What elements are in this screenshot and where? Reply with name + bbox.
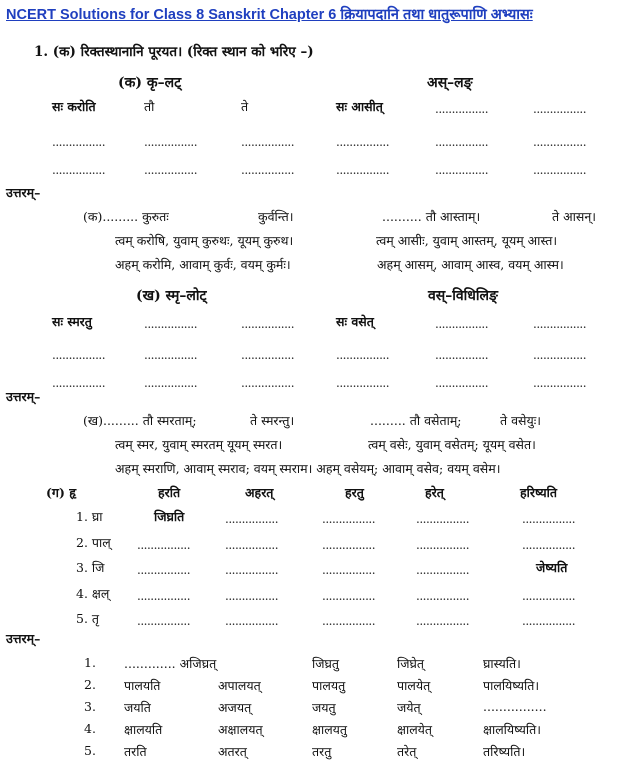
blank[interactable]: ................ — [435, 135, 489, 149]
ga-answer-cell: अजयत् — [218, 700, 252, 715]
blank[interactable]: ................ — [144, 163, 198, 177]
blank[interactable]: ................ — [225, 614, 279, 628]
blank[interactable]: ................ — [533, 102, 587, 116]
ans-kha-l2b: त्वम् वसेः, युवाम् वसेतम्; यूयम् वसेत। — [368, 437, 536, 452]
blank[interactable]: ................ — [336, 163, 390, 177]
ga-answer-cell: अक्षालयत् — [218, 722, 263, 737]
blank[interactable]: ................ — [522, 588, 576, 603]
blank[interactable]: ................ — [533, 376, 587, 390]
ans-ka-l1a: (क)......... कुरुतः — [83, 209, 169, 224]
ga-answer-cell: जिघ्रेत् — [397, 656, 425, 671]
ga-header-3: हरतु — [345, 485, 364, 500]
ga-answer-cell: ................ — [483, 699, 547, 714]
ga-answer-cell: घ्रास्यति। — [483, 656, 521, 671]
blank[interactable]: ................ — [144, 135, 198, 149]
ga-answer-cell: तरति — [124, 744, 147, 759]
blank[interactable]: ................ — [416, 563, 470, 577]
ga-answer-cell: क्षालयति — [124, 722, 163, 737]
ans-ka-l3b: अहम् आसम्, आवाम् आस्व, वयम् आस्म। — [377, 257, 564, 272]
ga-header-4: हरेत् — [425, 485, 444, 500]
ga-answer-cell: क्षालयिष्यति। — [483, 722, 541, 737]
ga-answer-cell: जयेत् — [397, 700, 421, 715]
blank[interactable]: ................ — [137, 588, 191, 603]
ans-kha-l1a: (ख)......... तौ स्मरताम्; — [83, 413, 197, 428]
blank[interactable]: ................ — [416, 512, 470, 526]
vas-heading: वस्–विधिलिङ् — [428, 288, 498, 304]
ga-answer-cell: क्षालयतु — [312, 722, 348, 737]
ans-ka-l1c: .......... तौ आस्ताम्। — [382, 209, 481, 224]
ga-row-label: 2. पाल् — [76, 534, 111, 550]
blank[interactable]: ................ — [137, 563, 191, 577]
ga-answer-cell: जयतु — [312, 700, 336, 715]
ga-answer-cell: ............. अजिघ्रत् — [124, 656, 217, 671]
ga-answer-cell: पालयिष्यति। — [483, 678, 540, 693]
ga-answer-cell: जयति — [124, 700, 151, 715]
ga-answer-cell: पालयेत् — [397, 678, 431, 693]
kha-row1-col1: सः स्मरतु — [52, 314, 92, 329]
blank[interactable]: ................ — [336, 348, 390, 362]
blank[interactable]: ................ — [522, 537, 576, 552]
blank[interactable]: ................ — [435, 317, 489, 331]
blank[interactable]: ................ — [241, 135, 295, 149]
ga-answer-cell: 4. — [84, 721, 96, 736]
as-row1-col1: सः आसीत् — [336, 99, 383, 114]
page-title[interactable]: NCERT Solutions for Class 8 Sanskrit Chapter 6 क्रियापदानि तथा धातुरूपाणि अभ्यासः — [6, 7, 533, 23]
answer-label: उत्तरम्– — [6, 389, 41, 404]
blank[interactable]: ................ — [144, 348, 198, 362]
ga-row-label: 3. जि — [76, 560, 105, 575]
ans-ka-l1d: ते आसन्। — [552, 209, 596, 224]
ga-answer-cell: तरेत् — [397, 744, 417, 759]
ka-row1-col1: सः करोति — [52, 99, 96, 114]
ans-ka-l2b: त्वम् आसीः, युवाम् आस्तम्, यूयम् आस्त। — [376, 233, 558, 248]
blank[interactable]: ................ — [336, 376, 390, 390]
ga-answer-cell: पालयतु — [312, 678, 346, 693]
as-heading: अस्–लङ् — [427, 75, 473, 91]
ga-row-label: 5. तृ — [76, 611, 100, 626]
blank[interactable]: ................ — [52, 135, 106, 149]
blank[interactable]: ................ — [225, 512, 279, 526]
ga-header-1: हरति — [158, 485, 181, 500]
blank[interactable]: ................ — [144, 317, 198, 331]
blank[interactable]: ................ — [144, 376, 198, 390]
blank[interactable]: ................ — [322, 563, 376, 577]
blank[interactable]: ................ — [416, 614, 470, 628]
blank[interactable]: ................ — [435, 348, 489, 362]
ga-answer-cell: 1. — [84, 655, 96, 670]
blank[interactable]: ................ — [533, 348, 587, 362]
ans-kha-l2a: त्वम् स्मर, युवाम् स्मरतम् यूयम् स्मरत। — [115, 437, 283, 452]
blank[interactable]: ................ — [533, 135, 587, 149]
ga-answer-cell: 3. — [84, 699, 96, 714]
blank[interactable]: ................ — [241, 348, 295, 362]
answer-label: उत्तरम्– — [6, 631, 41, 646]
blank[interactable]: ................ — [416, 588, 470, 603]
blank[interactable]: ................ — [522, 512, 576, 526]
blank[interactable]: ................ — [322, 588, 376, 603]
ga-given-value: जिघ्रति — [154, 509, 185, 524]
blank[interactable]: ................ — [435, 163, 489, 177]
ga-header-5: हरिष्यति — [520, 485, 558, 500]
ans-ka-l2a: त्वम् करोषि, युवाम् कुरुथः, यूयम् कुरुथ। — [115, 233, 294, 248]
vas-row1-col1: सः वसेत् — [336, 314, 374, 329]
blank[interactable]: ................ — [435, 376, 489, 390]
blank[interactable]: ................ — [322, 537, 376, 552]
blank[interactable]: ................ — [533, 163, 587, 177]
blank[interactable]: ................ — [435, 102, 489, 116]
question-prompt: 1. (क) रिक्तस्थानानि पूरयत। (रिक्त स्थान को भरिए –) — [34, 44, 314, 60]
ga-answer-cell: जिघ्रतु — [312, 656, 340, 671]
kha-heading: (ख) स्मृ–लोट् — [136, 288, 207, 304]
ka-row1-col2: तौ — [144, 99, 155, 114]
blank[interactable]: ................ — [241, 376, 295, 390]
blank[interactable]: ................ — [241, 163, 295, 177]
blank[interactable]: ................ — [137, 614, 191, 628]
ga-row-label: 1. घ्रा — [76, 509, 103, 524]
ga-answer-cell: अतरत् — [218, 744, 247, 759]
blank[interactable]: ................ — [533, 317, 587, 331]
ga-answer-cell: अपालयत् — [218, 678, 261, 693]
ans-kha-l1c: ......... तौ वसेताम्; — [370, 413, 462, 428]
ka-row1-col3: ते — [241, 99, 249, 114]
blank[interactable]: ................ — [522, 614, 576, 628]
ga-answer-cell: तरतु — [312, 744, 332, 759]
blank[interactable]: ................ — [241, 317, 295, 331]
ga-given-value: जेष्यति — [536, 560, 568, 575]
ga-answer-cell: पालयति — [124, 678, 161, 693]
ga-answer-cell: 5. — [84, 743, 96, 758]
blank[interactable]: ................ — [52, 376, 106, 390]
ans-kha-l3: अहम् स्मराणि, आवाम् स्मराव; वयम् स्मराम। अहम् वसेयम्; आवाम् वसेव; वयम् वसेम। — [115, 461, 501, 476]
blank[interactable]: ................ — [336, 135, 390, 149]
blank[interactable]: ................ — [137, 537, 191, 552]
ans-ka-l3a: अहम् करोमि, आवाम् कुर्वः, वयम् कुर्मः। — [115, 257, 291, 272]
answer-label: उत्तरम्– — [6, 185, 41, 200]
ga-answer-cell: तरिष्यति। — [483, 744, 526, 759]
blank[interactable]: ................ — [52, 348, 106, 362]
ga-answer-cell: 2. — [84, 677, 96, 692]
blank[interactable]: ................ — [52, 163, 106, 177]
blank[interactable]: ................ — [225, 588, 279, 603]
blank[interactable]: ................ — [322, 512, 376, 526]
ans-kha-l1b: ते स्मरन्तु। — [250, 413, 295, 428]
ga-row-label: 4. क्षल् — [76, 585, 110, 601]
blank[interactable]: ................ — [225, 537, 279, 552]
ka-heading: (क) कृ–लट् — [118, 75, 182, 91]
ga-header-0: (ग) हृ — [46, 485, 77, 500]
ans-kha-l1d: ते वसेयुः। — [500, 413, 542, 428]
ans-ka-l1b: कुर्वन्ति। — [258, 209, 294, 224]
ga-answer-cell: क्षालयेत् — [397, 722, 433, 737]
blank[interactable]: ................ — [322, 614, 376, 628]
blank[interactable]: ................ — [416, 537, 470, 552]
ga-header-2: अहरत् — [245, 485, 274, 500]
blank[interactable]: ................ — [225, 563, 279, 577]
